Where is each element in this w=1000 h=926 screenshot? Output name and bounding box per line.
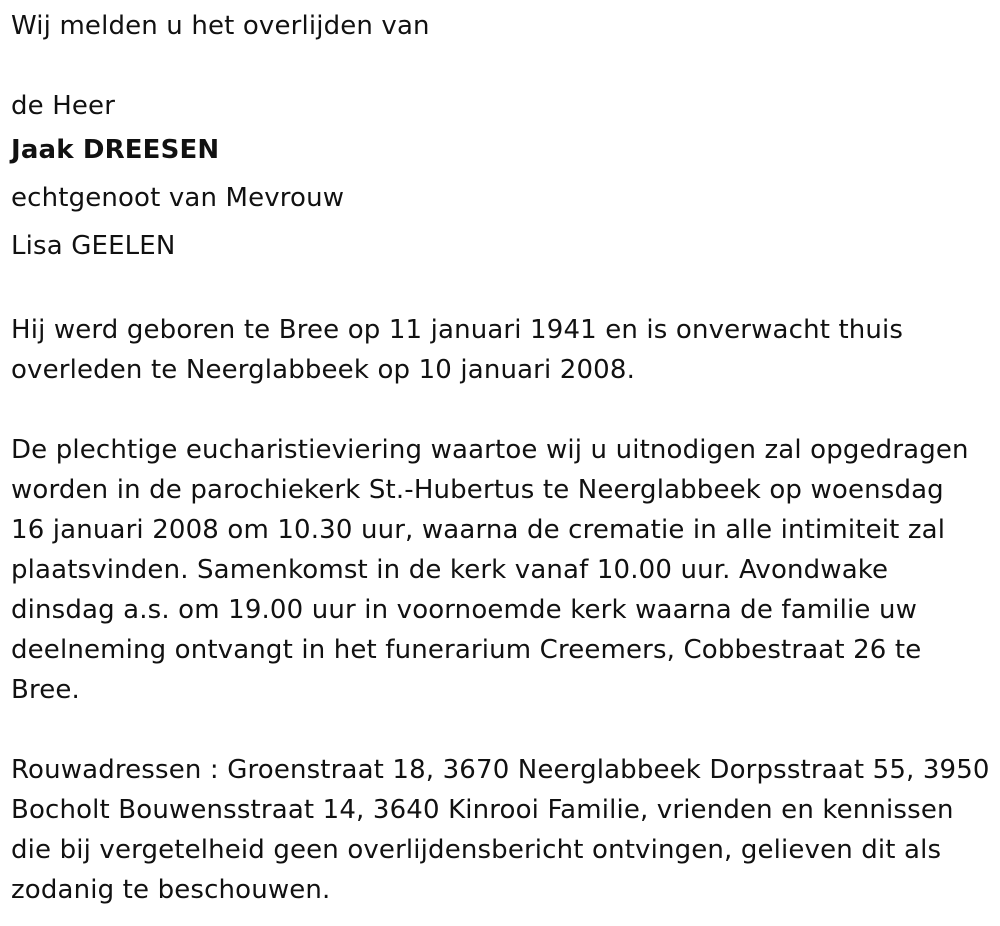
spacer bbox=[11, 270, 991, 310]
birth-death-paragraph bbox=[11, 310, 991, 390]
spacer bbox=[11, 710, 991, 750]
paragraph-line: Bocholt Bouwensstraat 14, 3640 Kinrooi Familie, vrienden en kennissen bbox=[11, 795, 954, 825]
paragraph-line: plaatsvinden. Samenkomst in de kerk vanaf 10.00 uur. Avondwake bbox=[11, 555, 889, 585]
paragraph-line: 16 januari 2008 om 10.30 uur, waarna de crematie in alle intimiteit zal bbox=[11, 515, 946, 545]
intro-line: Wij melden u het overlijden van bbox=[11, 11, 430, 41]
paragraph-line: dinsdag a.s. om 19.00 uur in voornoemde kerk waarna de familie uw bbox=[11, 595, 917, 625]
death-notice bbox=[11, 6, 991, 910]
paragraph-line: die bij vergetelheid geen overlijdensbericht ontvingen, gelieven dit als bbox=[11, 835, 942, 865]
spacer bbox=[11, 390, 991, 430]
paragraph-line: deelneming ontvangt in het funerarium Creemers, Cobbestraat 26 te bbox=[11, 635, 922, 665]
paragraph-line: De plechtige eucharistieviering waartoe wij u uitnodigen zal opgedragen bbox=[11, 435, 969, 465]
honorific: de Heer bbox=[11, 91, 116, 121]
spouse-label: echtgenoot van Mevrouw bbox=[11, 183, 345, 213]
ceremony-paragraph bbox=[11, 430, 991, 710]
spouse-name: Lisa GEELEN bbox=[11, 231, 176, 261]
paragraph-line: zodanig te beschouwen. bbox=[11, 875, 331, 905]
paragraph-line: Bree. bbox=[11, 675, 80, 705]
paragraph-line: worden in de parochiekerk St.-Hubertus te Neerglabbeek op woensdag bbox=[11, 475, 944, 505]
paragraph-line: overleden te Neerglabbeek op 10 januari 2008. bbox=[11, 355, 635, 385]
deceased-name: Jaak DREESEN bbox=[11, 135, 220, 165]
spacer bbox=[11, 46, 991, 86]
paragraph-line: Hij werd geboren te Bree op 11 januari 1941 en is onverwacht thuis bbox=[11, 315, 904, 345]
addresses-paragraph bbox=[11, 750, 991, 910]
paragraph-line: Rouwadressen : Groenstraat 18, 3670 Neerglabbeek Dorpsstraat 55, 3950 bbox=[11, 755, 990, 785]
